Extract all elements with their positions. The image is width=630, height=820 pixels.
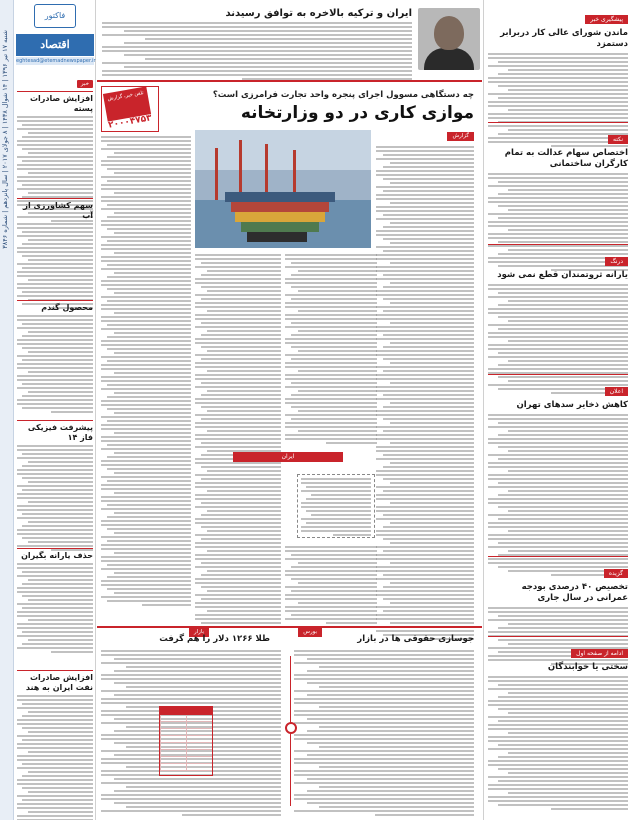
right-item-title: یارانه ثروتمندان قطع نمی شود	[497, 270, 628, 280]
right-item-title: تخصیص ۴۰ درصدی بودجه عمرانی در سال جاری	[521, 582, 628, 603]
top-story-text	[102, 22, 412, 80]
left-sidebar	[0, 0, 96, 820]
top-story	[97, 4, 482, 82]
right-news-item	[488, 640, 628, 810]
sidebar-item-tag: خبر	[77, 80, 93, 88]
ad-box	[101, 86, 159, 132]
sidebar-item-title: حذف یارانه بگیران	[21, 551, 93, 560]
bourse-headline: جوسازی حقوقی ها در بازار	[357, 634, 474, 644]
report-rubric: گزارش	[447, 132, 474, 141]
port-photo	[195, 130, 371, 248]
bourse-text	[294, 650, 474, 816]
ad-label: تلفن خبر، گزارش	[103, 86, 151, 121]
sidebar-item-title: محصول گندم	[41, 303, 93, 312]
portrait-photo	[418, 8, 480, 70]
right-item-tag: اعلان	[605, 387, 628, 396]
right-item-title: سختی یا خوابندگان	[547, 662, 628, 672]
sidebar-item	[17, 668, 93, 820]
right-news-item	[488, 248, 628, 394]
ad-number: ۲۰۰۰۴۷۵۳	[107, 113, 153, 131]
right-item-tag: گزیده	[604, 569, 628, 578]
main-content	[97, 0, 482, 820]
gold-headline: طلا ۱۲۶۶ دلار را هم گرفت	[159, 634, 270, 644]
right-item-tag: نکته	[608, 135, 628, 144]
section-brand: اقتصاد	[16, 34, 94, 56]
section-logo: فاکتور	[34, 4, 76, 28]
section-email: eghtesad@etemadnewspaper.ir	[16, 58, 96, 64]
price-table	[159, 706, 213, 776]
article-column-1	[376, 146, 474, 640]
sidebar-item-title: پیشرفت فیزیکی فاز ۱۴	[27, 423, 93, 442]
sidebar-item-title: افزایش صادرات نفت ایران به هند	[25, 673, 93, 692]
article-column-4	[101, 136, 191, 606]
right-item-tag: ادامه از صفحه اول	[571, 649, 628, 658]
sidebar-item-title: افزایش صادرات پسته	[29, 94, 93, 113]
right-column	[483, 0, 630, 820]
bourse-tag: بورس	[298, 628, 322, 637]
pull-quote	[297, 474, 375, 538]
right-item-title: اختصاص سهام عدالت به تمام کارگران ساختمانی	[504, 148, 628, 169]
article-kicker: چه دستگاهی مسوول اجرای پنجره واحد تجارت فرامرزی است؟	[212, 90, 474, 100]
sidebar-item	[17, 418, 93, 551]
article-headline: موازی کاری در دو وزارتخانه	[240, 103, 474, 123]
sidebar-inner	[14, 0, 96, 820]
sidebar-item	[17, 546, 93, 653]
right-item-title: کاهش ذخایر سدهای تهران	[516, 400, 628, 410]
top-story-title: ایران و ترکیه بالاخره به توافق رسیدند	[225, 8, 412, 19]
market-tag: بازار	[189, 628, 209, 637]
ribbon-label: ایران	[233, 452, 343, 462]
vertical-date-text: شنبه ۱۷ تیر ۱۳۹۶ | ۱۴ شوال ۱۴۳۸ | ۸ جولای ۲۰۱۷ | سال پانزدهم | شماره ۳۸۴۶	[1, 30, 9, 249]
decorative-dot	[285, 722, 297, 734]
vertical-date-strip	[0, 0, 14, 820]
right-item-title: ماندن شورای عالی کار دربرابر دستمزد	[500, 28, 628, 49]
right-item-tag: درنگ	[605, 257, 628, 266]
sidebar-item	[17, 196, 93, 309]
right-news-item	[488, 378, 628, 576]
right-item-tag: پیشگیری خبر	[585, 15, 628, 24]
sidebar-item-title: سهم کشاورزی از آب	[23, 201, 93, 220]
article-column-2	[285, 254, 377, 444]
sidebar-item	[17, 298, 93, 413]
article-column-3	[195, 254, 281, 628]
article-column-2b	[285, 546, 377, 624]
